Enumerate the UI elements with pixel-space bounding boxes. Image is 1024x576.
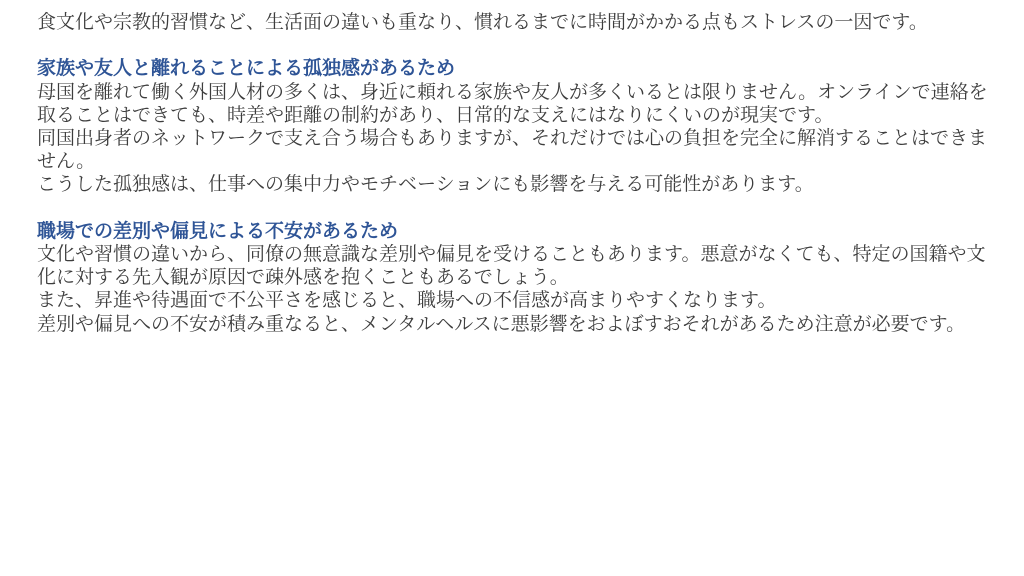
paragraph-isolation-3: こうした孤独感は、仕事への集中力やモチベーションにも影響を与える可能性があります。 bbox=[37, 174, 814, 196]
paragraph-discrimination-2: また、昇進や待遇面で不公平さを感じると、職場への不信感が高まりやすくなります。 bbox=[37, 290, 777, 312]
section-heading-discrimination: 職場での差別や偏見による不安があるため bbox=[37, 220, 399, 242]
paragraph-discrimination-3: 差別や偏見への不安が積み重なると、メンタルヘルスに悪影響をおよぼすおそれがあるため注意が必要です。 bbox=[37, 313, 966, 335]
paragraph-discrimination-1: 文化や習慣の違いから、同僚の無意識な差別や偏見を受けることもあります。悪意がなくても、特定の国籍や文化に対する先入観が原因で疎外感を抱くこともあるでしょう。 bbox=[37, 244, 986, 289]
paragraph-isolation-2: 同国出身者のネットワークで支え合う場合もありますが、それだけでは心の負担を完全に解消することはできません。 bbox=[37, 128, 988, 173]
paragraph-spacer bbox=[37, 34, 994, 57]
paragraph-spacer bbox=[37, 197, 994, 220]
intro-paragraph: 食文化や宗教的習慣など、生活面の違いも重なり、慣れるまでに時間がかかる点もストレスの一因です。 bbox=[37, 12, 928, 33]
paragraph-isolation-1: 母国を離れて働く外国人材の多くは、身近に頼れる家族や友人が多くいるとは限りません。オンラインで連絡を取ることはできても、時差や距離の制約があり、日常的な支えにはなりにくいのが現実です。 bbox=[37, 81, 988, 126]
section-heading-isolation: 家族や友人と離れることによる孤独感があるため bbox=[37, 58, 456, 80]
document-body bbox=[37, 11, 994, 336]
